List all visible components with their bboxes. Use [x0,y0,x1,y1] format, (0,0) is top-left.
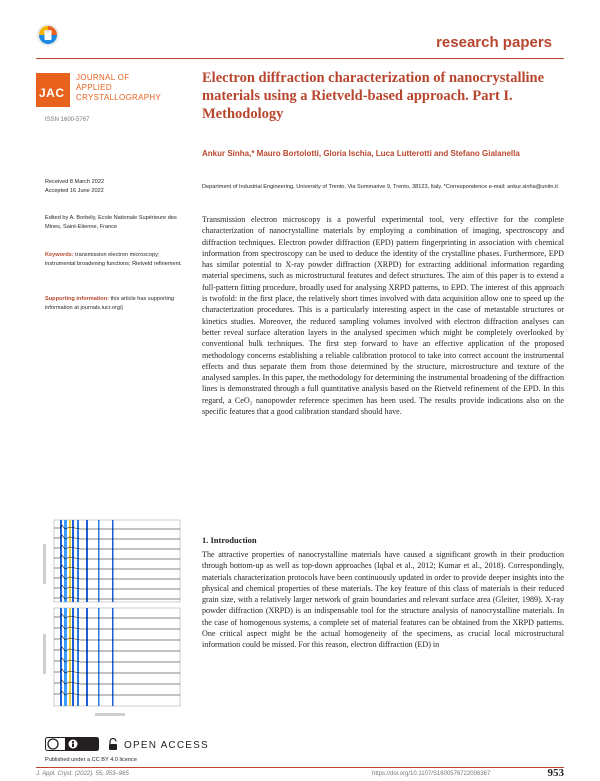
journal-citation: J. Appl. Cryst. (2022). 55, 953–965 [36,771,129,777]
supporting-label: Supporting information: [45,296,110,302]
crossmark-icon[interactable] [36,23,60,47]
keywords [45,251,185,269]
journal-name [76,73,196,103]
edited-by: Edited by A. Borbély, Ecole Nationale Supérieure des Mines, Saint-Etienne, France [45,215,177,230]
received-date: Received 8 March 2022 [45,179,105,185]
introduction-text: The attractive properties of nanocrystalline materials have caused a significant growth in their production through bottom-up as well as top-down approaches (Iqbal et al., 2012; Kumar et al., 2018). Correspondingly, materials characterization protocols have been continuously updated in order to provide deeper insights into the physical and chemical properties of these materials. The key feature of this class of materials is their reduced grain size, with a relatively larger network of grain boundaries and relevant surface area (Gleiter, 1989). X-ray powder diffraction (XRPD) is an indispensable tool for the structure analysis of nanocrystalline materials. In the case of homogenous systems, a complete set of material features can be obtained from the XRPD patterns. One critical aspect might be the actual homogeneity of the specimens, as crucial local microstructural information could be missed. For this reason, electron diffraction (ED) in [202,550,564,650]
upper-panel [54,520,180,602]
accepted-date: Accepted 16 June 2022 [45,188,104,194]
keywords-label: Keywords: [45,252,74,258]
footer-divider [36,767,564,768]
cc-license-icon[interactable] [45,737,99,756]
licence-text: Published under a CC BY 4.0 licence [45,757,137,763]
section-label: research papers [436,34,552,51]
journal-logo-text: JAC [39,86,65,100]
header-divider [36,58,564,59]
open-access-text: OPEN ACCESS [124,740,209,751]
article-dates [45,178,185,196]
open-access-lock-icon [108,738,118,750]
doi-link[interactable]: https://doi.org/10.1107/S1600576722006367 [372,771,491,777]
affiliation: Department of Industrial Engineering, University of Trento, Via Sommarive 9, Trento, 38123, Italy. *Correspondence e-mail: ankur.sinha@unitn.it [202,184,558,190]
issn: ISSN 1600-5767 [45,117,90,123]
open-access-label [108,738,209,751]
keywords-text: transmission electron microscopy; instrumental broadening functions; Rietveld refinement. [45,252,182,267]
introduction-heading: 1. Introduction [202,535,257,545]
article-title: Electron diffraction characterization of nanocrystalline materials using a Rietveld-based approach. Part I. Methodology [202,70,545,122]
graphical-abstract-figure [40,514,182,721]
supporting-text[interactable]: this article has supporting information at journals.iucr.org/j [45,296,175,311]
page-number: 953 [547,767,564,779]
abstract: Transmission electron microscopy is a powerful experimental tool, very effective for the complete characterization of nanocrystalline materials by employing a combination of imaging, spectroscopy and diffraction techniques. Electron powder diffraction (EPD) pattern fingerprinting in association with chemical information from spectroscopy can be used to deduce the identity of the crystalline phases. Furthermore, EPD has similar potential to X-ray powder diffraction (XRPD) for extracting additional information regarding material specimens, such as microstructural features and defect structures. The aim of this paper is to extend a full-pattern fitting procedure, broadly used for analysing XRPD patterns, to EPD. The interest of this approach is twofold: in the first place, the relatively short times involved with data acquisition allow one to speed up the characterization procedures. This is a particularly interesting aspect in the case of metastable structures or kinetics studies. Moreover, the reduced sampling volumes involved with electron diffraction analyses can better reveal surface alteration layers in the analysed specimen which might be completely overlooked by conventional bulk techniques. The first step forward to have an effective application of the proposed methodology concerns establishing a reliable calibration protocol to take into correct account the instrumental effects and thus separate them from those determined by the structure, microstructure and texture of the analysed samples. In this paper, the methodology for determining the instrumental broadening of the diffraction lines is demonstrated through a full quantitative analysis based on the Rietveld refinement of the EPD. In this regard, a CeO₂ nanopowder reference specimen has been used. The results provide indications also on the specific features that a good calibration standard should have. [202,215,564,417]
journal-name-line: CRYSTALLOGRAPHY [76,93,162,102]
journal-logo [36,73,70,107]
journal-name-line: JOURNAL OF [76,73,130,82]
supporting-info [45,295,185,313]
lower-panel [54,608,180,706]
authors: Ankur Sinha,* Mauro Bortolotti, Gloria Ischia, Luca Lutterotti and Stefano Gialanella [202,149,520,158]
journal-name-line: APPLIED [76,83,112,92]
